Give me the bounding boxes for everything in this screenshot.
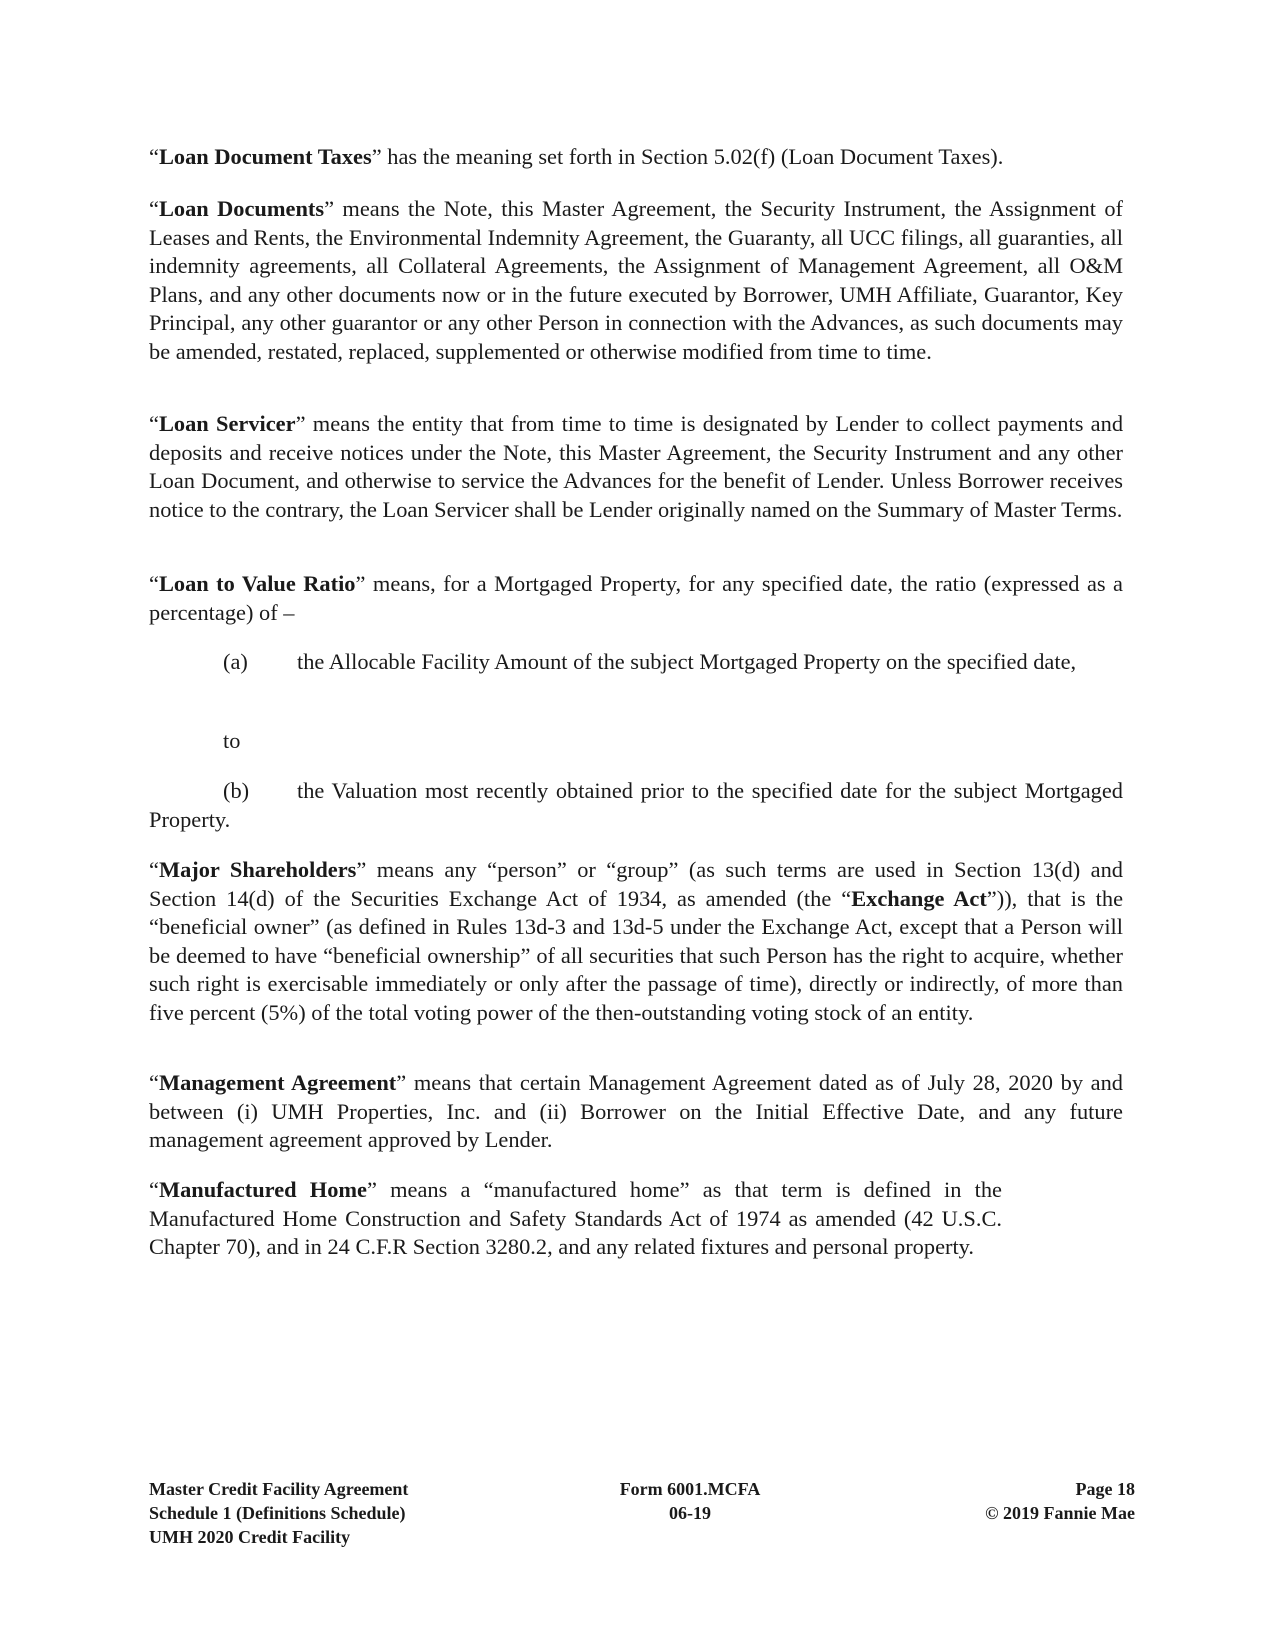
definition-loan-document-taxes: “Loan Document Taxes” has the meaning set forth in Section 5.02(f) (Loan Document Taxes).	[149, 144, 1004, 169]
footer-agreement-title: Master Credit Facility Agreement	[149, 1479, 409, 1499]
definition-management-agreement: “Management Agreement” means that certain Management Agreement dated as of July 28, 2020 by and between (i) UMH Properties, Inc. and (ii) Borrower on the Initial Effective Date, and any future management agreement approved by Lender.	[149, 1070, 1123, 1153]
defined-term: Loan Document Taxes	[158, 144, 372, 169]
ltv-to: to	[223, 728, 241, 753]
defined-term: Loan Documents	[158, 196, 325, 221]
footer-facility: UMH 2020 Credit Facility	[149, 1527, 351, 1547]
definition-text: means, for a Mortgaged Property, for any specified date, the ratio (expressed as a percentage) of –	[149, 571, 1123, 625]
definition-text: means a “manufactured home” as that term is defined in the Manufactured Home Construction and Safety Standards Act of 1974 as amended (42 U.S.C. Chapter 70), and in 24 C.F.R Section 3280.2, and any related fixtures and personal property.	[149, 1177, 1002, 1260]
defined-term: Manufactured Home	[158, 1177, 367, 1202]
defined-term: Major Shareholders	[158, 857, 357, 882]
footer-form-number: Form 6001.MCFA	[619, 1479, 761, 1499]
footer-schedule: Schedule 1 (Definitions Schedule)	[149, 1503, 406, 1523]
footer-center	[560, 1477, 820, 1525]
definition-text: has the meaning set forth in Section 5.02(f) (Loan Document Taxes).	[381, 144, 1004, 169]
footer-copyright: © 2019 Fannie Mae	[985, 1503, 1135, 1523]
definition-text: means that certain Management Agreement dated as of July 28, 2020 by and between (i) UMH Properties, Inc. and (ii) Borrower on the Initial Effective Date, and any future management agreement approved by Lender.	[149, 1070, 1123, 1153]
definition-manufactured-home: “Manufactured Home” means a “manufactured home” as that term is defined in the Manufactured Home Construction and Safety Standards Act of 1974 as amended (42 U.S.C. Chapter 70), and in 24 C.F.R Section 3280.2, and any related fixtures and personal property.	[149, 1177, 1002, 1260]
footer-right	[930, 1477, 1135, 1525]
footer-form-date: 06-19	[669, 1503, 711, 1523]
item-text: the Allocable Facility Amount of the subject Mortgaged Property on the specified date,	[297, 649, 1077, 674]
item-label: (a)	[223, 649, 248, 674]
defined-term: Loan Servicer	[158, 411, 296, 436]
definition-text: means the Note, this Master Agreement, the Security Instrument, the Assignment of Leases and Rents, the Environmental Indemnity Agreement, the Guaranty, all UCC filings, all guaranties, all indemnity agreements, all Collateral Agreements, the Assignment of Management Agreement, all O&M Plans, and any other documents now or in the future executed by Borrower, UMH Affiliate, Guarantor, Key Principal, any other guarantor or any other Person in connection with the Advances, as such documents may be amended, restated, replaced, supplemented or otherwise modified from time to time.	[149, 196, 1124, 364]
defined-term: Loan to Value Ratio	[158, 571, 356, 596]
footer-page-number: Page 18	[1075, 1479, 1135, 1499]
definition-loan-documents: “Loan Documents” means the Note, this Master Agreement, the Security Instrument, the Assignment of Leases and Rents, the Environmental Indemnity Agreement, the Guaranty, all UCC filings, all guaranties, all indemnity agreements, all Collateral Agreements, the Assignment of Management Agreement, all O&M Plans, and any other documents now or in the future executed by Borrower, UMH Affiliate, Guarantor, Key Principal, any other guarantor or any other Person in connection with the Advances, as such documents may be amended, restated, replaced, supplemented or otherwise modified from time to time.	[149, 196, 1124, 364]
definition-text: means the entity that from time to time is designated by Lender to collect payments and deposits and receive notices under the Note, this Master Agreement, the Security Instrument and any other Loan Document, and otherwise to service the Advances for the benefit of Lender. Unless Borrower receives notice to the contrary, the Loan Servicer shall be Lender originally named on the Summary of Master Terms.	[149, 411, 1124, 522]
ltv-item-b	[149, 777, 1123, 834]
definition-loan-servicer: “Loan Servicer” means the entity that from time to time is designated by Lender to collect payments and deposits and receive notices under the Note, this Master Agreement, the Security Instrument and any other Loan Document, and otherwise to service the Advances for the benefit of Lender. Unless Borrower receives notice to the contrary, the Loan Servicer shall be Lender originally named on the Summary of Master Terms.	[149, 411, 1124, 522]
ltv-item-a	[149, 648, 1123, 677]
item-label: (b)	[223, 778, 250, 803]
item-text: the Valuation most recently obtained prior to the specified date for the subject Mortgaged Property.	[149, 778, 1123, 832]
defined-term-exchange-act: Exchange Act	[851, 885, 987, 911]
footer-left	[149, 1477, 408, 1549]
definition-major-shareholders: “Major Shareholders” means any “person” or “group” (as such terms are used in Section 13(d) and Section 14(d) of the Securities Exchange Act of 1934, as amended (the “Exchange Act”)), that is the “beneficial owner” (as defined in Rules 13d-3 and 13d-5 under the Exchange Act, except that a Person will be deemed to have “beneficial ownership” of all securities that such Person has the right to acquire, whether such right is exercisable immediately or only after the passage of time), directly or indirectly, of more than five percent (5%) of the total voting power of the then-outstanding voting stock of an entity.	[149, 857, 1124, 1025]
defined-term: Management Agreement	[158, 1070, 397, 1095]
definition-loan-to-value-ratio: “Loan to Value Ratio” means, for a Mortgaged Property, for any specified date, the ratio (expressed as a percentage) of –	[149, 571, 1123, 625]
